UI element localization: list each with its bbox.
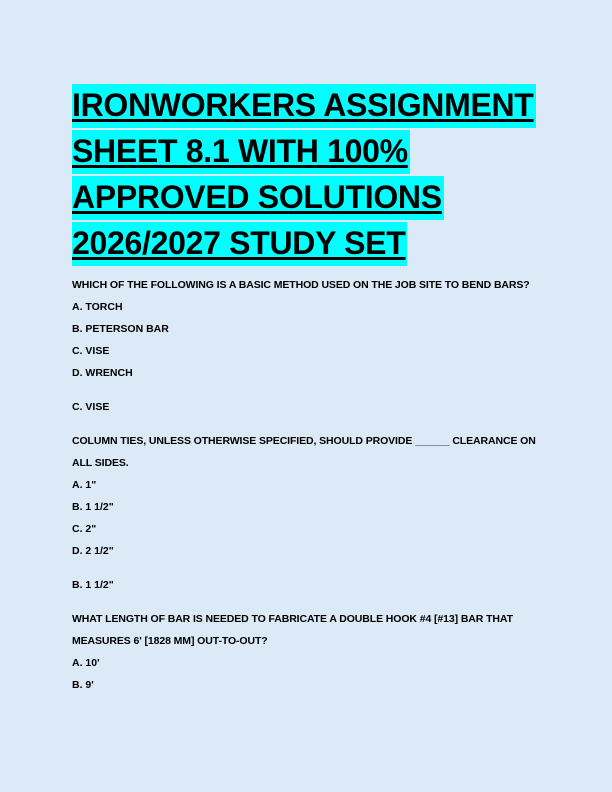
- option: B. 1 1/2": [72, 501, 114, 513]
- option: B. PETERSON BAR: [72, 323, 169, 335]
- title-line-4: 2026/2027 STUDY SET: [72, 222, 407, 266]
- title-line-1: IRONWORKERS ASSIGNMENT: [72, 84, 536, 128]
- answer: B. 1 1/2": [72, 579, 114, 591]
- title-line-2: SHEET 8.1 WITH 100%: [72, 130, 410, 174]
- question-text: COLUMN TIES, UNLESS OTHERWISE SPECIFIED, SHOULD PROVIDE ______ CLEARANCE ON ALL SIDES.: [72, 435, 536, 469]
- document-page: [72, 84, 540, 696]
- option: C. 2": [72, 523, 97, 535]
- answer: C. VISE: [72, 401, 110, 413]
- option: B. 9': [72, 679, 94, 691]
- document-title: [72, 84, 540, 268]
- option: A. 10': [72, 657, 100, 669]
- question-text: WHICH OF THE FOLLOWING IS A BASIC METHOD USED ON THE JOB SITE TO BEND BARS?: [72, 279, 530, 291]
- question-1: [72, 274, 540, 418]
- question-2: [72, 430, 540, 596]
- question-3: [72, 608, 540, 696]
- title-line-3: APPROVED SOLUTIONS: [72, 176, 444, 220]
- question-text: WHAT LENGTH OF BAR IS NEEDED TO FABRICATE A DOUBLE HOOK #4 [#13] BAR THAT MEASURES 6' [1828 MM] OUT-TO-OUT?: [72, 613, 513, 647]
- option: C. VISE: [72, 345, 110, 357]
- option: A. TORCH: [72, 301, 123, 313]
- option: D. 2 1/2": [72, 545, 114, 557]
- option: A. 1": [72, 479, 97, 491]
- option: D. WRENCH: [72, 367, 133, 379]
